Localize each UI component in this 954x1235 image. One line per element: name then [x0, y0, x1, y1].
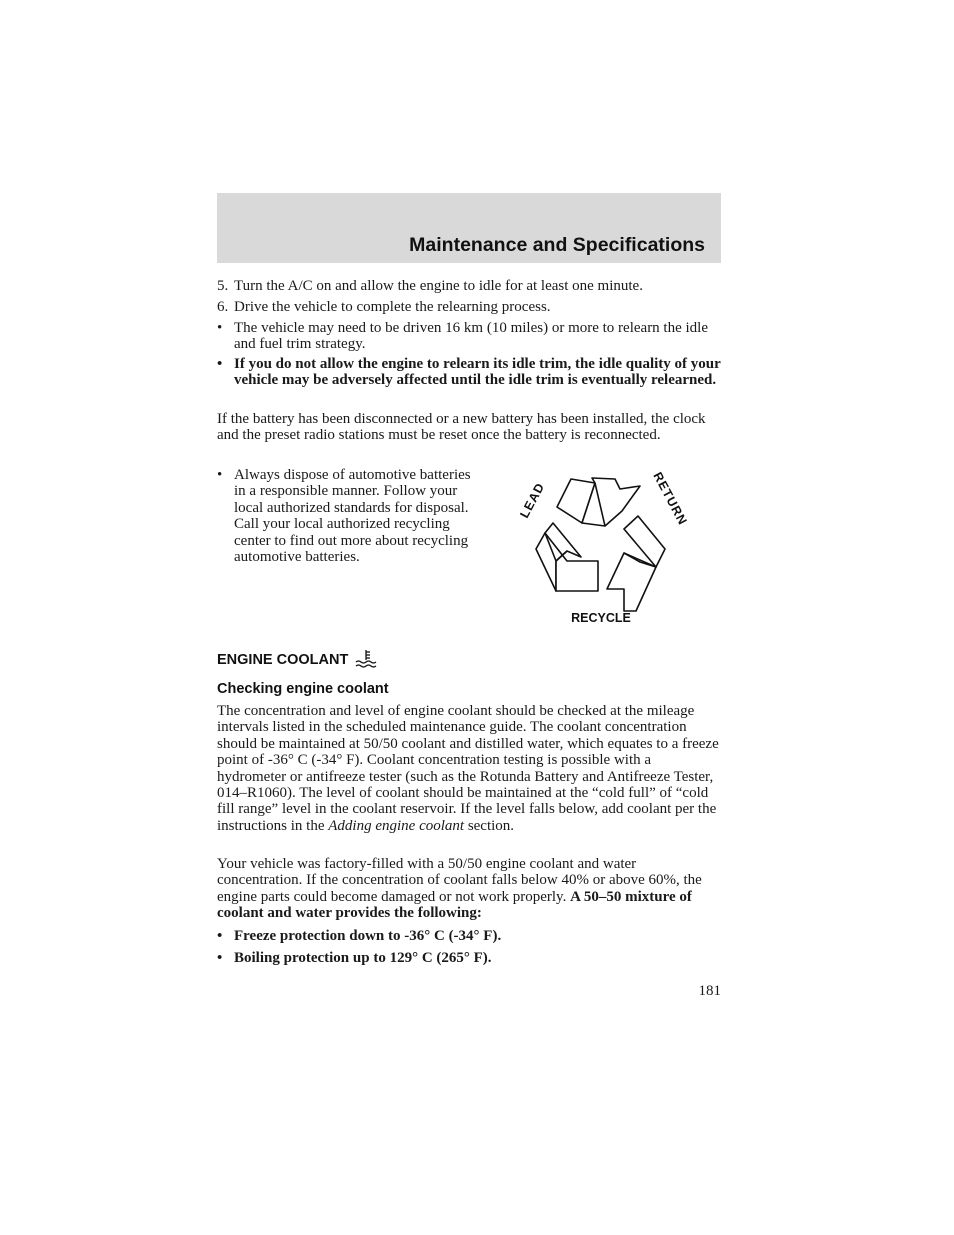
section-title: Maintenance and Specifications: [409, 234, 705, 256]
coolant-paragraph-2-text: Your vehicle was factory-filled with a 50/50 engine coolant and water concentration. If the concentration of coolant falls below 40% or above 60%, the engine parts could become damaged or not work properly.: [217, 856, 702, 905]
recycle-label-lead: LEAD: [517, 480, 548, 521]
bullet-mark: •: [217, 356, 223, 372]
bullet-text: If you do not allow the engine to relearn its idle trim, the idle quality of your vehicle may be adversely affected until the idle trim is eventually relearned.: [234, 356, 721, 389]
bullet-idle-trim-warning: [217, 356, 722, 389]
bullet-text: The vehicle may need to be driven 16 km (10 miles) or more to relearn the idle and fuel trim strategy.: [234, 320, 709, 353]
recycle-label-recycle: RECYCLE: [571, 611, 631, 625]
bullet-text: Boiling protection up to 129° C (265° F).: [234, 950, 492, 966]
checking-coolant-subheading: Checking engine coolant: [217, 681, 389, 697]
bullet-mark: •: [217, 950, 223, 966]
bullet-dispose-batteries: [217, 467, 472, 565]
coolant-temperature-icon: [354, 648, 378, 668]
step-6: [217, 299, 722, 315]
bullet-mark: •: [217, 467, 223, 483]
bullet-relearn-distance: [217, 320, 722, 353]
engine-coolant-heading-text: ENGINE COOLANT: [217, 652, 349, 668]
bullet-freeze-protection: [217, 928, 722, 944]
coolant-paragraph-1-end: section.: [464, 817, 515, 834]
bullet-mark: •: [217, 320, 223, 336]
bullet-boiling-protection: [217, 950, 722, 966]
coolant-paragraph-1: [217, 703, 722, 834]
coolant-paragraph-1-text: The concentration and level of engine coolant should be checked at the mileage intervals listed in the scheduled maintenance guide. The coolant concentration should be maintained at 50/50 coolant and distilled water, which equates to a freeze point of -36° C (-34° F). Coolant concentration testing is possible with a hydrometer or antifreeze tester (such as the Rotunda Battery and Antifreeze Tester, 014–R1060). The level of coolant should be maintained at the “cold full” of “cold fill range” level in the coolant reservoir. If the level falls below, add coolant per the instructions in the: [217, 703, 719, 834]
coolant-mixture-statement: A 50–50 mixture of coolant and water provides the following:: [217, 888, 692, 922]
bullet-text: Always dispose of automotive batteries in a responsible manner. Follow your local authorized standards for disposal. Call your local authorized recycling center to find out more about recycling automotive batteries.: [234, 467, 471, 566]
bullet-mark: •: [217, 928, 223, 944]
bullet-text: Freeze protection down to -36° C (-34° F).: [234, 928, 502, 944]
recycle-label-return: RETURN: [650, 469, 690, 528]
adding-engine-coolant-reference: Adding engine coolant: [328, 817, 465, 834]
section-header-band: [217, 193, 721, 263]
step-text: Turn the A/C on and allow the engine to idle for at least one minute.: [234, 278, 643, 294]
step-number: 6.: [217, 299, 229, 315]
step-number: 5.: [217, 278, 229, 294]
recycle-icon: [510, 465, 700, 630]
step-text: Drive the vehicle to complete the relearning process.: [234, 299, 551, 315]
engine-coolant-heading: [217, 648, 378, 668]
battery-paragraph: If the battery has been disconnected or a new battery has been installed, the clock and the preset radio stations must be reset once the battery is reconnected.: [217, 411, 706, 444]
recycle-symbol: [510, 465, 700, 630]
coolant-paragraph-2: [217, 856, 722, 922]
page-number: 181: [698, 983, 721, 999]
step-5: [217, 278, 722, 294]
